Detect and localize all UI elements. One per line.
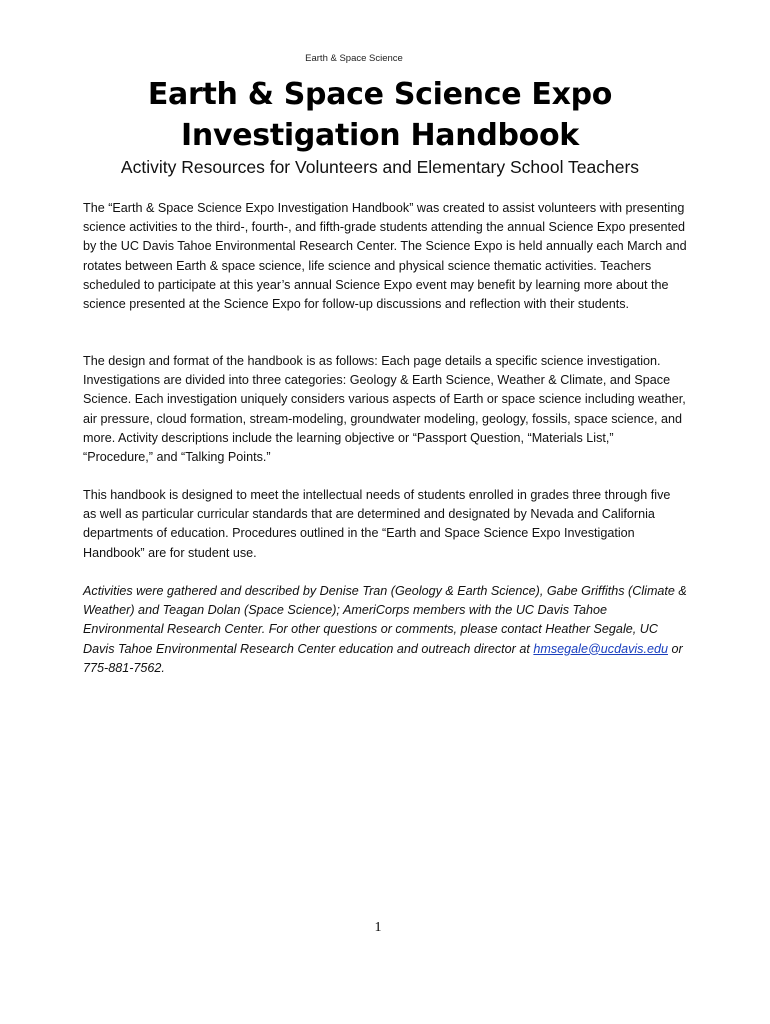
page-title	[60, 74, 700, 156]
design-format-paragraph: The design and format of the handbook is as follows: Each page details a specific science investigation. Investigations are divided into three categories: Geology & Earth Science, Weather & Climate, and Space Science. Each investigation uniquely considers various aspects of Earth or space science including weather, air pressure, cloud formation, stream-modeling, groundwater modeling, geology, fossils, space science, and more. Activity descriptions include the learning objective or “Passport Question, “Materials List,” “Procedure,” and “Talking Points.”	[83, 354, 686, 465]
contact-email-link[interactable]: hmsegale@ucdavis.edu	[533, 641, 668, 656]
credits-paragraph	[83, 582, 687, 678]
title-line-1: Earth & Space Science Expo	[147, 77, 613, 112]
title-line-2: Investigation Handbook	[181, 118, 579, 153]
page-subtitle: Activity Resources for Volunteers and Elementary School Teachers	[120, 157, 640, 177]
credits-text: Activities were gathered and described by Denise Tran (Geology & Earth Science), Gabe Griffiths (Climate & Weather) and Teagan Dolan (Space Science); AmeriCorps members with the UC Davis Tahoe Environmental Research Center. For other questions or comments, please contact Heather Segale, UC Davis Tahoe Environmental Research Center education and outreach director at	[83, 584, 687, 656]
contact-phone-text: or 775-881-7562.	[83, 641, 683, 675]
standards-paragraph: This handbook is designed to meet the intellectual needs of students enrolled in grades three through five as well as particular curricular standards that are determined and designated by Nevada and California departments of education. Procedures outlined in the “Earth and Space Science Expo Investigation Handbook” are for student use.	[83, 488, 671, 560]
intro-paragraph: The “Earth & Space Science Expo Investigation Handbook” was created to assist volunteers with presenting science activities to the third-, fourth-, and fifth-grade students attending the annual Science Expo presented by the UC Davis Tahoe Environmental Research Center. The Science Expo is held annually each March and rotates between Earth & space science, life science and physical science thematic activities. Teachers scheduled to participate at this year’s annual Science Expo event may benefit by learning more about the science presented at the Science Expo for follow-up discussions and reflection with their students.	[83, 201, 687, 312]
page-number: 1	[374, 920, 382, 935]
running-header: Earth & Space Science	[305, 53, 403, 64]
